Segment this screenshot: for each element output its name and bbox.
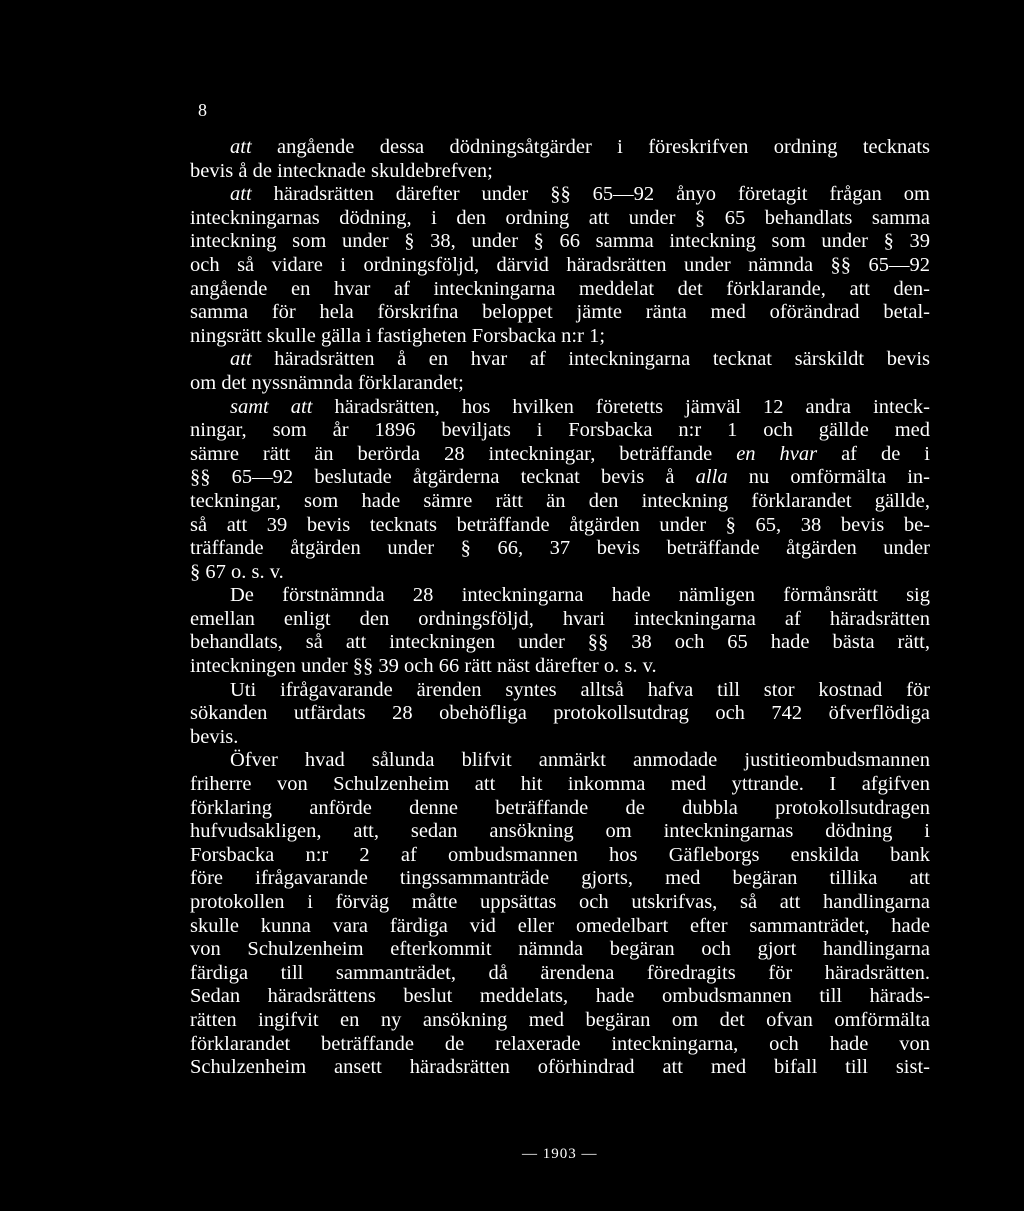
text-line: att häradsrätten å en hvar af inteckningarna tecknat särskildt bevis (230, 348, 930, 371)
text-line: träffande åtgärden under § 66, 37 bevis beträffande åtgärden under (190, 537, 930, 560)
page-number: 8 (198, 100, 207, 120)
text-line: inteckningarnas dödning, i den ordning att under § 65 behandlats samma (190, 206, 930, 229)
text-line: sökanden utfärdats 28 obehöfliga protokollsutdrag och 742 öfverflödiga (190, 702, 930, 725)
body-text (190, 136, 930, 1080)
text-line: förklarandet beträffande de relaxerade inteckningarna, och hade von (190, 1032, 930, 1055)
text-line: Öfver hvad sålunda blifvit anmärkt anmodade justitieombudsmannen (230, 749, 930, 772)
text-line: och så vidare i ordningsföljd, därvid häradsrätten under nämnda §§ 65—92 (190, 253, 930, 276)
text-line: friherre von Schulzenheim att hit inkomma med yttrande. I afgifven (190, 773, 930, 796)
text-line: behandlats, så att inteckningen under §§ 38 och 65 hade bästa rätt, (190, 631, 930, 654)
emphasis: alla (695, 466, 728, 489)
text-line: angående en hvar af inteckningarna meddelat det förklarande, att den- (190, 277, 930, 300)
text-line: om det nyssnämnda förklarandet; (190, 371, 464, 394)
text-line: förklaring anförde denne beträffande de dubbla protokollsutdragen (190, 796, 930, 819)
text-line: inteckningen under §§ 39 och 66 rätt näst därefter o. s. v. (190, 655, 657, 678)
text-line: bevis. (190, 725, 239, 748)
text-line: rätten ingifvit en ny ansökning med begäran om det ofvan omförmälta (190, 1008, 930, 1031)
text-line: protokollen i förväg måtte uppsättas och utskrifvas, så att handlingarna (190, 891, 930, 913)
text-line: emellan enligt den ordningsföljd, hvari inteckningarna af häradsrätten (190, 607, 930, 630)
text-line: att häradsrätten därefter under §§ 65—92 ånyo företagit frågan om (230, 183, 930, 206)
text-line: Uti ifrågavarande ärenden syntes alltså hafva till stor kostnad för (230, 678, 930, 701)
text-line: § 67 o. s. v. (190, 560, 284, 583)
text-line: ningsrätt skulle gälla i fastigheten Forsbacka n:r 1; (190, 324, 606, 347)
text-line: bevis å de intecknade skuldebrefven; (190, 159, 493, 182)
text-line: inteckning som under § 38, under § 66 samma inteckning som under § 39 (190, 230, 930, 253)
emphasis: att (230, 183, 252, 206)
text-line: samma för hela förskrifna beloppet jämte ränta med oförändrad betal- (190, 301, 930, 324)
text-line: Forsbacka n:r 2 af ombudsmannen hos Gäfleborgs enskilda bank (190, 843, 930, 866)
page-footer: — 1903 — (522, 1146, 598, 1162)
text-line: färdiga till sammanträdet, då ärendena föredragits för häradsrätten. (190, 961, 930, 984)
text-line: sämre rätt än berörda 28 inteckningar, beträffande en hvar af de i (190, 442, 930, 465)
emphasis: en hvar (736, 442, 818, 465)
text-line: teckningar, som hade sämre rätt än den inteckning förklarandet gällde, (190, 489, 930, 512)
text-line: von Schulzenheim efterkommit nämnda begäran och gjort handlingarna (190, 938, 930, 961)
text-line: att angående dessa dödningsåtgärder i föreskrifven ordning tecknats (230, 136, 930, 158)
text-line: Sedan häradsrättens beslut meddelats, hade ombudsmannen till härads- (190, 985, 930, 1008)
text-line: före ifrågavarande tingssammanträde gjorts, med begäran tillika att (190, 867, 930, 890)
emphasis: att (230, 348, 252, 371)
text-line: skulle kunna vara färdiga vid eller omedelbart efter sammanträdet, hade (190, 914, 930, 937)
text-line: samt att häradsrätten, hos hvilken företetts jämväl 12 andra inteck- (230, 395, 930, 418)
text-line: Schulzenheim ansett häradsrätten oförhindrad att med bifall till sist- (190, 1056, 930, 1079)
text-line: ningar, som år 1896 beviljats i Forsbacka n:r 1 och gällde med (190, 419, 930, 442)
emphasis: att (230, 136, 252, 158)
text-line: De förstnämnda 28 inteckningarna hade nämligen förmånsrätt sig (230, 584, 930, 607)
emphasis: samt att (230, 395, 313, 418)
text-line: så att 39 bevis tecknats beträffande åtgärden under § 65, 38 bevis be- (190, 513, 930, 536)
text-line: hufvudsakligen, att, sedan ansökning om inteckningarnas dödning i (190, 820, 930, 843)
text-line: §§ 65—92 beslutade åtgärderna tecknat bevis å alla nu omförmälta in- (190, 466, 930, 489)
